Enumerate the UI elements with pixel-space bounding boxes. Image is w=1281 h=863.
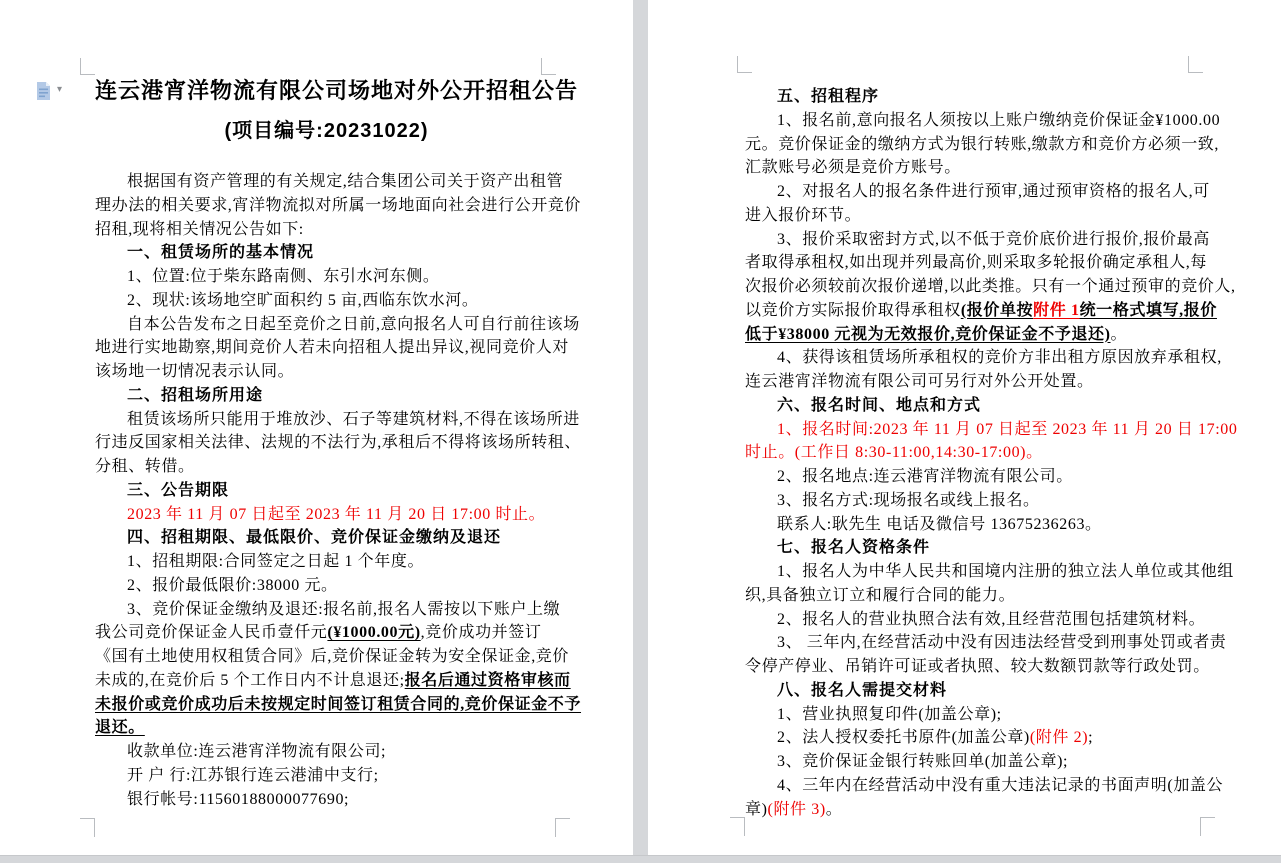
text-line <box>745 133 1220 157</box>
text-line <box>95 384 563 408</box>
text-line <box>745 631 1227 655</box>
text-run: 3、报名方式:现场报名或线上报名。 <box>777 491 1040 509</box>
text-line <box>95 693 582 717</box>
text-line <box>745 679 1213 703</box>
text-line <box>745 536 1213 560</box>
text-line <box>745 323 1213 347</box>
text-line <box>95 408 580 432</box>
text-run: 退还。 <box>95 719 145 737</box>
text-run: 进入报价环节。 <box>745 206 862 224</box>
text-line <box>95 503 563 527</box>
text-line <box>745 370 1213 394</box>
text-run: 租赁该场所只能用于堆放沙、石子等建筑材料,不得在该场所进 <box>127 410 580 428</box>
text-run: 招租,现将相关情况公告如下: <box>95 220 304 238</box>
text-run: (¥1000.00元) <box>327 624 421 642</box>
text-line <box>95 740 563 764</box>
text-line <box>95 788 563 812</box>
text-run: 4、获得该租赁场所承租权的竞价方非出租方原因放弃承租权, <box>777 349 1222 367</box>
text-run: 二、招租场所用途 <box>127 386 264 404</box>
text-run: 收款单位:连云港宵洋物流有限公司; <box>127 743 387 760</box>
text-run: 行违反国家相关法律、法规的不法行为,承租后不得将该场所转租、 <box>95 434 582 452</box>
text-line <box>745 299 1217 323</box>
text-run: 3、报价采取密封方式,以不低于竞价底价进行报价,报价最高 <box>777 230 1210 248</box>
text-line <box>745 798 1213 822</box>
text-run: 1、招租期限:合同签定之日起 1 个年度。 <box>127 553 425 570</box>
text-line <box>95 764 563 788</box>
text-line <box>745 655 1213 679</box>
text-run: 。 <box>825 800 843 818</box>
text-line <box>745 204 1213 228</box>
text-line <box>745 275 1236 299</box>
text-line <box>95 716 563 740</box>
text-run: 3、 三年内,在经营活动中没有因违法经营受到刑事处罚或者责 <box>777 634 1227 652</box>
text-run: 2023 年 11 月 07 日起至 2023 年 11 月 20 日 17:00 时止。 <box>127 505 546 523</box>
text-run: (报价单按 <box>960 301 1034 319</box>
text-line <box>745 251 1213 275</box>
text-run: 未成的,在竞价后 5 个工作日内不计息退还; <box>95 671 405 689</box>
text-run: 。 <box>1110 325 1128 343</box>
text-line <box>95 241 563 265</box>
text-run: 附件 1 <box>1033 301 1080 319</box>
text-line <box>745 703 1213 727</box>
text-line <box>745 346 1222 370</box>
text-run: 1、营业执照复印件(加盖公章); <box>777 705 1002 723</box>
text-line <box>95 550 563 574</box>
crop-mark <box>730 817 745 836</box>
text-run: 低于¥38000 元视为无效报价,竞价保证金不予退还) <box>745 325 1111 343</box>
crop-mark <box>737 56 752 73</box>
text-line <box>745 774 1224 798</box>
text-line <box>745 418 1238 442</box>
text-run: 3、竞价保证金银行转账回单(加盖公章); <box>777 753 1069 770</box>
text-line <box>95 431 582 455</box>
text-run: 4、三年内在经营活动中没有重大违法记录的书面声明(加盖公 <box>777 776 1224 794</box>
text-run: 联系人:耿先生 电话及微信号 13675236263。 <box>777 515 1102 533</box>
text-run: 《国有土地使用权租赁合同》后,竞价保证金转为安全保证金,竞价 <box>95 648 570 665</box>
text-run: 2、对报名人的报名条件进行预审,通过预审资格的报名人,可 <box>777 183 1210 200</box>
text-run: 一、租赁场所的基本情况 <box>127 244 315 262</box>
text-line <box>745 726 1213 750</box>
text-line <box>95 170 563 194</box>
paragraph-widget[interactable] <box>36 82 70 102</box>
text-line <box>745 489 1213 513</box>
text-run: 五、招租程序 <box>777 88 880 105</box>
page-2-body <box>745 85 1238 821</box>
text-run: 统一格式填写,报价 <box>1079 301 1217 319</box>
text-run: 分租、转借。 <box>95 458 195 475</box>
text-run: 根据国有资产管理的有关规定,结合集团公司关于资产出租管 <box>127 173 564 190</box>
text-run: 2、现状:该场地空旷面积约 5 亩,西临东饮水河。 <box>127 291 479 309</box>
text-line <box>745 750 1213 774</box>
text-line <box>95 289 563 313</box>
text-line <box>95 265 563 289</box>
text-run: 地进行实地勘察,期间竞价人若未向招租人提出异议,视同竞价人对 <box>95 339 570 357</box>
workspace-bottom-strip <box>0 855 1281 863</box>
text-run: 2、报名地点:连云港宵洋物流有限公司。 <box>777 468 1073 485</box>
crop-mark <box>80 818 95 837</box>
text-line <box>745 85 1213 109</box>
text-run: 1、报名前,意向报名人须按以上账户缴纳竞价保证金¥1000.00 <box>777 111 1221 129</box>
text-line <box>745 560 1234 584</box>
text-line <box>95 218 563 242</box>
text-run: 我公司竞价保证金人民币壹仟元 <box>95 624 328 642</box>
text-line <box>745 608 1213 632</box>
text-line <box>745 441 1213 465</box>
text-run: 令停产停业、吊销许可证或者执照、较大数额罚款等行政处罚。 <box>745 658 1210 675</box>
text-run: 该场地一切情况表示认同。 <box>95 363 295 380</box>
text-line <box>95 598 563 622</box>
text-run: 七、报名人资格条件 <box>777 539 931 557</box>
text-run: 时止。(工作日 8:30-11:00,14:30-17:00)。 <box>745 444 1043 462</box>
text-run: 1、报名人为中华人民共和国境内注册的独立法人单位或其他组 <box>777 563 1234 580</box>
page-1-body <box>95 170 582 811</box>
text-run: 3、竞价保证金缴纳及退还:报名前,报名人需按以下账户上缴 <box>127 600 561 618</box>
crop-mark <box>80 58 95 75</box>
document-icon[interactable] <box>36 82 51 100</box>
text-line <box>745 109 1221 133</box>
text-run: 者取得承租权,如出现并列最高价,则采取多轮报价确定承租人,每 <box>745 254 1208 272</box>
text-line <box>745 513 1213 537</box>
text-line <box>95 669 571 693</box>
text-run: 次报价必须较前次报价递增,以此类推。只有一个通过预审的竞价人, <box>745 278 1236 295</box>
text-run: 1、报名时间:2023 年 11 月 07 日起至 2023 年 11 月 20 日 17:00 <box>777 420 1238 438</box>
text-line <box>95 526 563 550</box>
crop-mark <box>1188 56 1203 73</box>
text-run: 开 户 行:江苏银行连云港浦中支行; <box>127 766 379 784</box>
text-run: 2、报价最低限价:38000 元。 <box>127 576 338 594</box>
text-line <box>95 479 563 503</box>
text-line <box>745 156 1213 180</box>
title-block <box>95 70 579 150</box>
text-line <box>95 194 582 218</box>
text-line <box>95 621 563 645</box>
text-line <box>95 455 563 479</box>
text-run: 连云港宵洋物流有限公司可另行对外公开处置。 <box>745 373 1094 390</box>
text-run: 章) <box>745 800 768 818</box>
text-run: 以竞价方实际报价取得承租权 <box>745 301 961 319</box>
text-run: 六、报名时间、地点和方式 <box>777 396 982 414</box>
text-run: 汇款账号必须是竞价方账号。 <box>745 159 961 177</box>
text-run: 八、报名人需提交材料 <box>777 681 948 699</box>
page-1[interactable] <box>0 0 633 855</box>
text-line <box>95 574 563 598</box>
text-line <box>745 465 1213 489</box>
text-run: 自本公告发布之日起至竞价之日前,意向报名人可自行前往该场 <box>127 315 580 333</box>
text-run: 理办法的相关要求,宵洋物流拟对所属一场地面向社会进行公开竞价 <box>95 196 582 214</box>
text-run: 织,具备独立订立和履行合同的能力。 <box>745 586 1016 604</box>
text-run: 1、位置:位于柴东路南侧、东引水河东侧。 <box>127 268 440 285</box>
text-run: 四、招租期限、最低限价、竞价保证金缴纳及退还 <box>127 529 502 547</box>
document-title: 连云港宵洋物流有限公司场地对外公开招租公告 <box>95 78 579 103</box>
text-line <box>745 180 1213 204</box>
text-line <box>745 394 1213 418</box>
text-run: 银行帐号:11560188000077690; <box>127 790 350 808</box>
text-run: 2、报名人的营业执照合法有效,且经营范围包括建筑材料。 <box>777 610 1206 628</box>
page-2[interactable] <box>648 0 1281 855</box>
text-line <box>95 313 580 337</box>
text-run: 三、公告期限 <box>127 481 230 499</box>
text-line <box>95 336 570 360</box>
text-line <box>95 645 570 669</box>
document-subtitle: (项目编号:20231022) <box>224 120 429 142</box>
dropdown-arrow-icon[interactable]: ▾ <box>57 84 63 95</box>
text-line <box>745 228 1213 252</box>
text-line <box>745 584 1213 608</box>
text-run: 元。竞价保证金的缴纳方式为银行转账,缴款方和竞价方必须一致, <box>745 135 1220 153</box>
text-run: ,竞价成功并签订 <box>420 624 542 642</box>
crop-mark <box>555 818 570 837</box>
text-run: (附件 2) <box>1029 729 1089 747</box>
text-run: 2、法人授权委托书原件(加盖公章) <box>777 729 1030 747</box>
text-run: (附件 3) <box>767 800 826 818</box>
text-run: ; <box>1088 729 1094 747</box>
text-run: 报名后通过资格审核而 <box>404 671 571 689</box>
text-line <box>95 360 563 384</box>
text-run: 未报价或竞价成功后未按规定时间签订租赁合同的,竞价保证金不予 <box>95 695 582 713</box>
